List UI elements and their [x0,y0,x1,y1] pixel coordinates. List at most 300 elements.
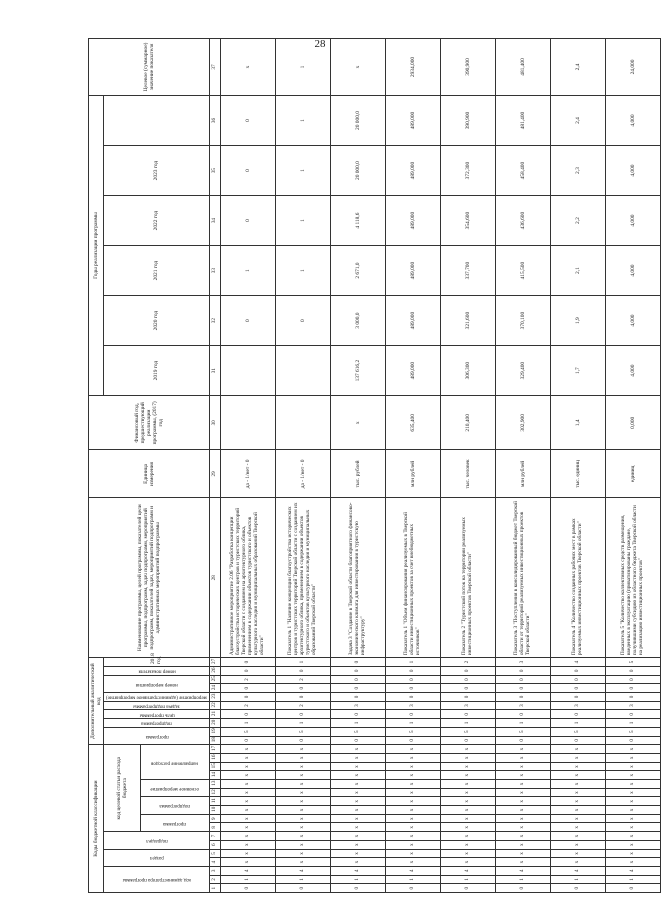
code-cell: x [605,788,660,797]
year-2019-header: 2019 год [104,346,210,396]
code-cell: x [495,832,550,841]
code-cell: x [605,849,660,858]
code-cell: 5 [220,727,275,736]
column-number: 21 [209,710,220,719]
code-cell: 0 [275,736,330,745]
row-name: Показатель 1 "Наличие концепции благоустройства исторических центров и туристских территорий Тверской области с созданием их архитектурного облика, применением в содержании объектов туристского и объектов культурного наследия и муниципальных образований Тверской области" [275,498,330,658]
column-number: 13 [209,780,220,789]
column-number: 22 [209,701,220,710]
additional-code-header: Дополнительный аналитический код [89,658,104,745]
code-cell: x [495,823,550,832]
target-article-header: код целевой статьи расхода бюджета [104,745,141,832]
fin-year-header: Финансовый год, предшествующий реализации программы, (2017) год [89,396,210,450]
fin-year-cell: 635,400 [385,396,440,450]
code-cell: 1 [275,658,330,667]
table-row [275,39,330,893]
column-number: 3 [209,866,220,875]
code-cell: x [605,771,660,780]
year-2018-header: 2018 год [104,658,210,667]
code-cell: 0 [330,667,385,676]
column-number: 23 [209,693,220,702]
table-row [605,39,660,893]
code-cell: x [385,814,440,823]
code-cell: 0 [605,736,660,745]
code-cell: 0 [550,693,605,702]
code-cell: x [495,745,550,754]
code-cell: 0 [385,667,440,676]
subprogram-code-header: подпрограмма [140,797,209,814]
code-cell: x [385,745,440,754]
code-cell: x [275,849,330,858]
code-cell: 3 [440,701,495,710]
year-value-cell: 4,000 [605,296,660,346]
code-cell: 1 [220,875,275,884]
code-cell: 1 [550,719,605,728]
target-header: Целевое (суммарное) значение показателя [89,39,210,96]
code-cell: x [440,780,495,789]
unit-cell: да - 1/нет - 0 [275,450,330,498]
code-cell: x [385,780,440,789]
code-cell: x [440,858,495,867]
code-cell: 0 [330,658,385,667]
code-cell: x [275,814,330,823]
code-cell: 2 [220,675,275,684]
code-cell: 1 [495,719,550,728]
code-cell: 5 [440,727,495,736]
code-cell: x [495,806,550,815]
code-cell: x [550,754,605,763]
code-cell: 0 [275,684,330,693]
code-cell: x [605,797,660,806]
year-value-cell: 4,000 [605,196,660,246]
column-number: 24 [209,684,220,693]
code-cell: 0 [220,667,275,676]
year-value-cell: 137 616,2 [330,346,385,396]
column-number: 32 [209,296,220,346]
code-cell: 0 [550,736,605,745]
code-cell: 0 [385,675,440,684]
code-cell: 5 [275,727,330,736]
code-cell: 0 [330,884,385,893]
year-value-cell: 489,000 [385,196,440,246]
code-cell: 4 [495,866,550,875]
row-name: Административное мероприятие 2.06 "Разработка концепции благоустройства исторических центров и туристских территорий Тверской области с созданием на архитектурного облика, применением в содержании объектов туристского и объектов культурного наследия и муниципальных образований Тверской области" [220,498,275,658]
code-cell: 1 [275,875,330,884]
code-cell: 5 [605,658,660,667]
code-cell: x [385,849,440,858]
unit-cell: да - 1/нет - 0 [220,450,275,498]
code-cell: x [495,788,550,797]
target-cell: x [330,39,385,96]
column-number: 4 [209,858,220,867]
table-row [385,39,440,893]
code-cell: 0 [385,736,440,745]
column-number: 1 [209,884,220,893]
code-cell: x [220,788,275,797]
code-cell: x [440,754,495,763]
code-cell: 3 [605,701,660,710]
code-cell: x [550,771,605,780]
column-number: 12 [209,788,220,797]
year-value-cell: 306,300 [440,346,495,396]
row-name: Показатель 2 "Туристский поток на территории реализуемых инвестиционных проектов Тверской области" [440,498,495,658]
column-number: 34 [209,196,220,246]
code-cell: x [440,771,495,780]
rotated-table-wrapper [88,38,644,893]
code-cell: x [275,797,330,806]
code-cell: x [550,849,605,858]
code-cell: x [385,762,440,771]
code-cell: x [495,754,550,763]
code-cell: x [385,823,440,832]
code-cell: x [220,754,275,763]
code-cell: x [275,745,330,754]
year-value-cell: 415,500 [495,246,550,296]
year-value-cell: 4 118,6 [330,196,385,246]
target-cell: x [220,39,275,96]
year-value-cell: 20 000,0 [330,95,385,145]
code-cell: x [550,858,605,867]
code-cell: x [550,745,605,754]
code-cell: x [220,771,275,780]
unit-cell: тыс. человек [440,450,495,498]
code-cell: x [440,797,495,806]
code-cell: x [330,840,385,849]
code-cell: 5 [385,727,440,736]
code-cell: 0 [330,684,385,693]
code-cell: x [275,806,330,815]
year-value-cell: 436,600 [495,196,550,246]
code-cell: 0 [220,684,275,693]
code-cell: x [275,771,330,780]
table-row [550,39,605,893]
code-cell: x [605,814,660,823]
code-cell: x [220,858,275,867]
section-header: раздел [104,849,210,866]
code-cell: x [495,771,550,780]
column-number: 10 [209,806,220,815]
code-cell: x [550,840,605,849]
code-cell: x [495,858,550,867]
year-value-cell: 481,400 [495,95,550,145]
year-value-cell: 3 000,0 [330,296,385,346]
year-2023-header: 2023 год [104,146,210,196]
fin-year-cell: 302,900 [495,396,550,450]
code-cell: x [330,797,385,806]
column-number: 17 [209,745,220,754]
subsection-header: подраздел [104,832,210,849]
code-cell: x [275,823,330,832]
code-cell: x [605,858,660,867]
code-cell: 0 [440,710,495,719]
code-cell: 0 [330,693,385,702]
code-cell: x [440,823,495,832]
code-cell: x [220,832,275,841]
code-cell: 0 [550,667,605,676]
code-cell: 1 [550,875,605,884]
code-cell: 0 [495,684,550,693]
year-value-cell: 2 671,0 [330,246,385,296]
program-table [88,38,661,893]
code-cell: x [275,832,330,841]
code-cell: 0 [605,710,660,719]
code-cell: 0 [385,684,440,693]
code-cell: x [550,806,605,815]
code-cell: 0 [440,884,495,893]
code-cell: x [385,771,440,780]
code-cell: x [275,840,330,849]
code-cell: 0 [550,710,605,719]
year-value-cell [275,346,330,396]
year-value-cell: 390,900 [440,95,495,145]
target-cell: 1 [275,39,330,96]
year-value-cell: 1 [275,246,330,296]
code-cell: 2 [275,701,330,710]
column-number: 33 [209,246,220,296]
fin-year-cell [275,396,330,450]
code-cell: x [385,806,440,815]
year-value-cell: 489,000 [385,296,440,346]
code-cell: x [550,832,605,841]
row-name: Задача 3 "Создание в Тверской области благоприятного финансово-экономического климата для инвестирования в туристскую инфраструктуру" [330,498,385,658]
table-row [440,39,495,893]
year-value-cell: 0 [220,95,275,145]
code-cell: 1 [605,875,660,884]
year-2021-header: 2021 год [104,246,210,296]
code-cell: x [330,745,385,754]
code-cell: 0 [220,658,275,667]
code-cell: 4 [440,866,495,875]
code-cell: x [275,762,330,771]
code-cell: x [330,823,385,832]
year-value-cell: 372,300 [440,146,495,196]
row-name: Показатель 1 "Объем финансирования реализуемых в Тверской области инвестиционных проектов за счет внебюджетных источников" [385,498,440,658]
year-value-cell: 489,000 [385,246,440,296]
code-cell: x [220,814,275,823]
code-cell: 0 [330,710,385,719]
code-cell: x [550,762,605,771]
code-cell: x [605,840,660,849]
target-cell: 390,900 [440,39,495,96]
main-measure-header: основное мероприятие [140,780,209,797]
year-value-cell: 2,2 [550,196,605,246]
code-cell: x [330,754,385,763]
code-cell: 3 [330,701,385,710]
ac-measure-number-header: номер мероприятия [104,675,210,692]
code-cell: x [495,797,550,806]
year-value-cell: 2,1 [550,246,605,296]
row-name: Показатель 4 "Количество созданных рабочих мест в рамках реализуемых инвестиционных проектов Тверской области" [550,498,605,658]
code-cell: x [385,754,440,763]
code-cell: x [605,745,660,754]
code-cell: 0 [495,884,550,893]
code-cell: 0 [220,884,275,893]
year-value-cell: 20 000,0 [330,146,385,196]
target-cell: 24,000 [605,39,660,96]
year-value-cell: 489,000 [385,346,440,396]
column-number: 16 [209,754,220,763]
code-cell: 1 [330,875,385,884]
column-number: 18 [209,736,220,745]
code-cell: x [440,762,495,771]
column-number: 6 [209,840,220,849]
code-cell: 1 [385,875,440,884]
unit-cell: млн рублей [495,450,550,498]
code-cell: x [220,849,275,858]
year-value-cell: 354,600 [440,196,495,246]
code-cell: x [605,832,660,841]
code-cell: x [330,858,385,867]
code-cell: 0 [385,884,440,893]
rotated-table-area [88,38,644,893]
code-cell: 4 [550,658,605,667]
code-cell: x [220,797,275,806]
code-cell: x [550,780,605,789]
code-cell: 1 [275,719,330,728]
table-row [330,39,385,893]
code-cell: x [275,788,330,797]
code-cell: 5 [330,727,385,736]
code-cell: x [605,806,660,815]
code-cell: 4 [330,866,385,875]
ac-task-header: задача подпрограммы [104,701,210,710]
column-number: 5 [209,849,220,858]
code-cell: 0 [550,675,605,684]
code-cell: x [440,840,495,849]
code-cell: 0 [275,667,330,676]
code-cell: 1 [385,658,440,667]
code-cell: 2 [275,675,330,684]
code-cell: 0 [495,675,550,684]
code-cell: 5 [550,727,605,736]
code-cell: x [550,797,605,806]
fin-year-cell [220,396,275,450]
code-cell: x [330,806,385,815]
code-cell: 2 [220,701,275,710]
code-cell: 4 [220,866,275,875]
target-cell: 2934,000 [385,39,440,96]
year-2020-header: 2020 год [104,296,210,346]
code-cell: x [495,814,550,823]
code-cell: x [440,814,495,823]
code-cell: x [495,840,550,849]
code-cell: 0 [550,684,605,693]
row-name: Показатель 3 "Поступления в консолидированный бюджет Тверской области от территорий реализуемых инвестиционных проектов Тверской области" [495,498,550,658]
target-cell: 481,400 [495,39,550,96]
target-cell: 2,4 [550,39,605,96]
fin-year-cell: 210,400 [440,396,495,450]
code-cell: x [330,788,385,797]
year-value-cell: 489,000 [385,146,440,196]
code-cell: x [605,823,660,832]
code-cell: 0 [440,693,495,702]
year-value-cell: 4,000 [605,146,660,196]
column-number: 8 [209,823,220,832]
code-cell: 4 [275,866,330,875]
code-cell: 1 [220,719,275,728]
year-value-cell [220,346,275,396]
year-value-cell: 1 [275,146,330,196]
year-value-cell: 0 [275,296,330,346]
code-cell: 5 [605,727,660,736]
table-row [220,39,275,893]
column-number: 20 [209,719,220,728]
code-cell: 3 [495,701,550,710]
column-number: 28 [209,498,220,658]
code-cell: 1 [440,875,495,884]
code-cell: 0 [605,884,660,893]
code-cell: x [275,858,330,867]
column-number: 7 [209,832,220,841]
code-cell: x [220,806,275,815]
unit-cell: млн рублей [385,450,440,498]
code-cell: x [385,858,440,867]
spending-direction-header: направление расходов [140,745,209,780]
code-cell: 0 [220,710,275,719]
code-cell: x [385,797,440,806]
code-cell: x [605,780,660,789]
code-cell: 0 [220,736,275,745]
code-cell: 1 [605,719,660,728]
code-cell: 4 [550,866,605,875]
column-number: 19 [209,727,220,736]
code-cell: x [440,832,495,841]
unit-cell: тыс. единиц [550,450,605,498]
year-value-cell: 4,000 [605,346,660,396]
code-cell: x [385,832,440,841]
code-cell: 4 [605,866,660,875]
code-cell: x [550,788,605,797]
code-cell: 5 [495,727,550,736]
ac-goal-header: цель программы [104,710,210,719]
program-code-header: программа [140,814,209,831]
column-number: 37 [209,39,220,96]
column-number: 27 [209,658,220,667]
code-cell: 0 [330,675,385,684]
code-cell: 0 [495,736,550,745]
admin-code-header: код администратора программы [104,866,210,892]
code-cell: 4 [385,866,440,875]
year-value-cell: 337,700 [440,246,495,296]
year-value-cell: 1 [275,95,330,145]
year-2022-header: 2022 год [104,196,210,246]
code-cell: 0 [440,675,495,684]
fin-year-cell: x [330,396,385,450]
code-cell: 0 [605,684,660,693]
column-number: 2 [209,875,220,884]
year-value-cell: 370,100 [495,296,550,346]
code-cell: x [330,849,385,858]
code-cell: 0 [495,710,550,719]
code-cell: 0 [275,693,330,702]
year-value-cell: 4,000 [605,246,660,296]
column-number: 30 [209,396,220,450]
code-cell: x [385,840,440,849]
table-row [495,39,550,893]
ac-program-header: программа [104,727,210,744]
code-cell: x [275,780,330,789]
year-value-cell: 0 [220,196,275,246]
column-number: 25 [209,675,220,684]
code-cell: x [220,823,275,832]
code-cell: x [550,814,605,823]
code-cell: x [440,849,495,858]
code-cell: x [495,849,550,858]
column-number: 11 [209,797,220,806]
year-value-cell: 0 [220,146,275,196]
column-number: 14 [209,771,220,780]
column-number: 29 [209,450,220,498]
